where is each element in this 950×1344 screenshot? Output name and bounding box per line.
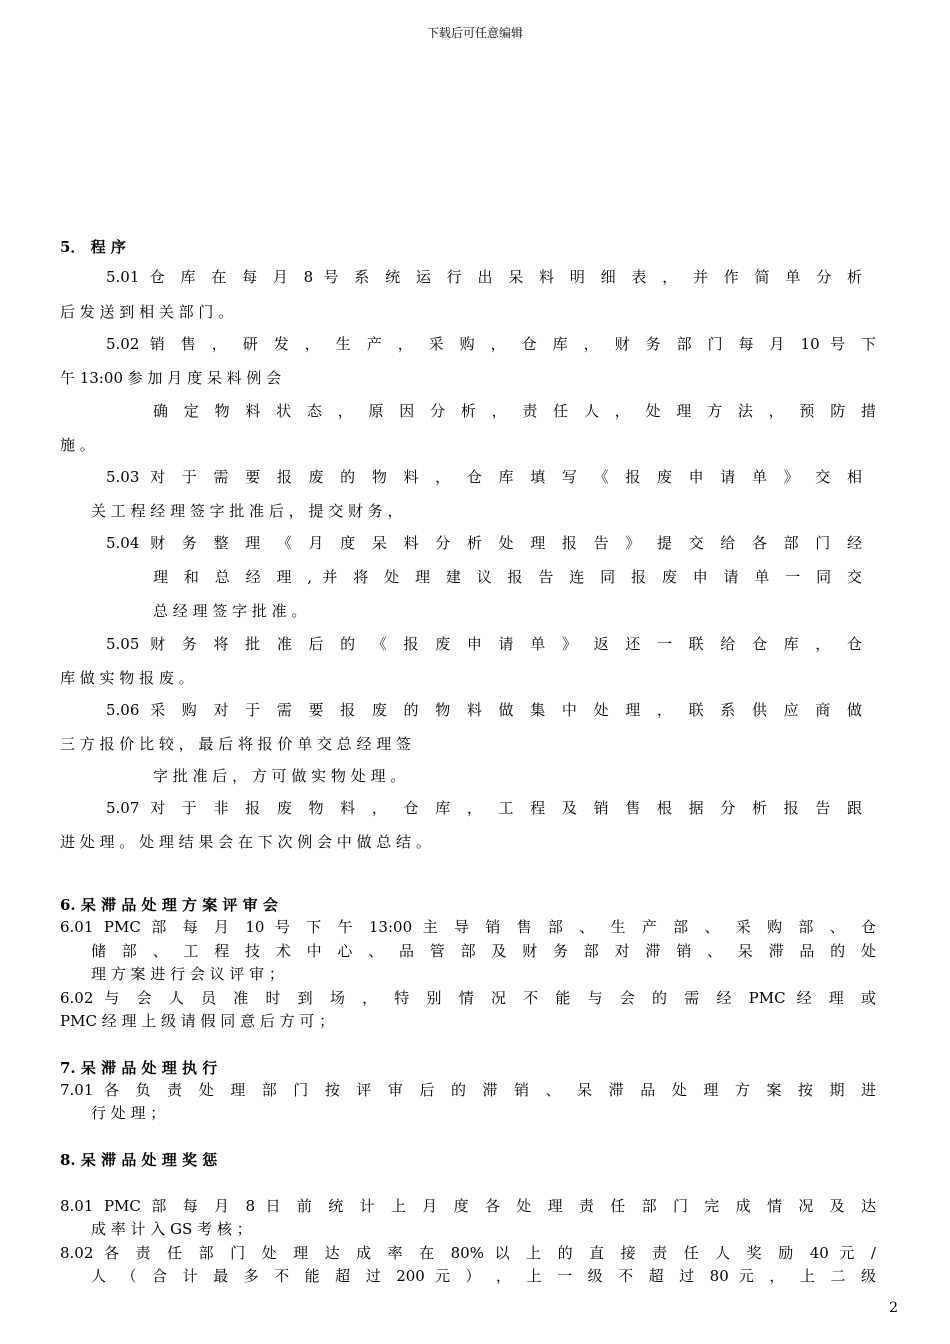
para-7-01-line-2: 行 处 理 ；	[91, 1104, 166, 1122]
para-5-06-line-1: 5.06 采 购 对 于 需 要 报 废 的 物 料 做 集 中 处 理 ， 联 系 供 应 商 做	[106, 701, 862, 719]
para-6-01-line-2: 储 部 、 工 程 技 术 中 心 、 品 管 部 及 财 务 部 对 滞 销 、 呆 滞 品 的 处	[91, 942, 876, 960]
para-5-04-line-1: 5.04 财 务 整 理 《 月 度 呆 料 分 析 处 理 报 告 》 提 交 给 各 部 门 经	[106, 534, 862, 552]
para-5-01-line-1: 5.01 仓 库 在 每 月 8 号 系 统 运 行 出 呆 料 明 细 表 ， 并 作 简 单 分 析	[106, 268, 862, 286]
para-5-02-line-2: 午 13:00 参 加 月 度 呆 料 例 会	[60, 369, 282, 387]
section-5-title: 5． 程 序	[60, 238, 126, 256]
para-5-02-line-3: 确 定 物 料 状 态 ， 原 因 分 析 ， 责 任 人 ， 处 理 方 法 ， 预 防 措	[153, 402, 876, 420]
para-6-02-line-1: 6.02 与 会 人 员 准 时 到 场 ， 特 别 情 况 不 能 与 会 的 需 经 PMC 经 理 或	[60, 989, 876, 1007]
page-number: 2	[889, 1300, 898, 1316]
section-6-title: 6. 呆 滞 品 处 理 方 案 评 审 会	[60, 896, 278, 914]
page-header: 下载后可任意编辑	[426, 26, 523, 40]
para-5-06-line-3: 字 批 准 后 ， 方 可 做 实 物 处 理 。	[153, 767, 406, 785]
section-7-title: 7. 呆 滞 品 处 理 执 行	[60, 1059, 218, 1077]
para-5-05-line-2: 库 做 实 物 报 废 。	[60, 669, 194, 687]
para-5-02-line-1: 5.02 销 售 ， 研 发 ， 生 产 ， 采 购 ， 仓 库 ， 财 务 部 门 每 月 10 号 下	[106, 335, 876, 353]
para-5-07-line-2: 进 处 理 。 处 理 结 果 会 在 下 次 例 会 中 做 总 结 。	[60, 833, 431, 851]
para-6-01-line-3: 理 方 案 进 行 会 议 评 审 ；	[91, 965, 284, 983]
para-5-05-line-1: 5.05 财 务 将 批 准 后 的 《 报 废 申 请 单 》 返 还 一 联 给 仓 库 ， 仓	[106, 635, 862, 653]
para-5-03-line-1: 5.03 对 于 需 要 报 废 的 物 料 ， 仓 库 填 写 《 报 废 申 请 单 》 交 相	[106, 468, 862, 486]
para-5-07-line-1: 5.07 对 于 非 报 废 物 料 ， 仓 库 ， 工 程 及 销 售 根 据 分 析 报 告 跟	[106, 799, 862, 817]
para-5-02-line-4: 施 。	[60, 436, 95, 454]
para-8-01-line-2: 成 率 计 入 GS 考 核 ；	[91, 1220, 252, 1238]
para-5-01-line-2: 后 发 送 到 相 关 部 门 。	[60, 303, 234, 321]
para-7-01-line-1: 7.01 各 负 责 处 理 部 门 按 评 审 后 的 滞 销 、 呆 滞 品 处 理 方 案 按 期 进	[60, 1081, 876, 1099]
para-8-02-line-1: 8.02 各 责 任 部 门 处 理 达 成 率 在 80% 以 上 的 直 接 责 任 人 奖 励 40 元 /	[60, 1244, 876, 1262]
para-5-04-line-2: 理 和 总 经 理 , 并 将 处 理 建 议 报 告 连 同 报 废 申 请 单 一 同 交	[153, 568, 862, 586]
para-5-06-line-2: 三 方 报 价 比 较 ， 最 后 将 报 价 单 交 总 经 理 签	[60, 735, 412, 753]
para-6-02-line-2: PMC 经 理 上 级 请 假 同 意 后 方 可 ；	[60, 1012, 335, 1030]
para-6-01-line-1: 6.01 PMC 部 每 月 10 号 下 午 13:00 主 导 销 售 部 、 生 产 部 、 采 购 部 、 仓	[60, 918, 876, 936]
para-8-01-line-1: 8.01 PMC 部 每 月 8 日 前 统 计 上 月 度 各 处 理 责 任 部 门 完 成 情 况 及 达	[60, 1197, 876, 1215]
section-8-title: 8. 呆 滞 品 处 理 奖 惩	[60, 1151, 218, 1169]
para-8-02-line-2: 人 （ 合 计 最 多 不 能 超 过 200 元 ） ， 上 一 级 不 超 过 80 元 ， 上 二 级	[91, 1267, 876, 1285]
para-5-04-line-3: 总 经 理 签 字 批 准 。	[153, 602, 307, 620]
para-5-03-line-2: 关 工 程 经 理 签 字 批 准 后 ， 提 交 财 务 ，	[91, 502, 403, 520]
